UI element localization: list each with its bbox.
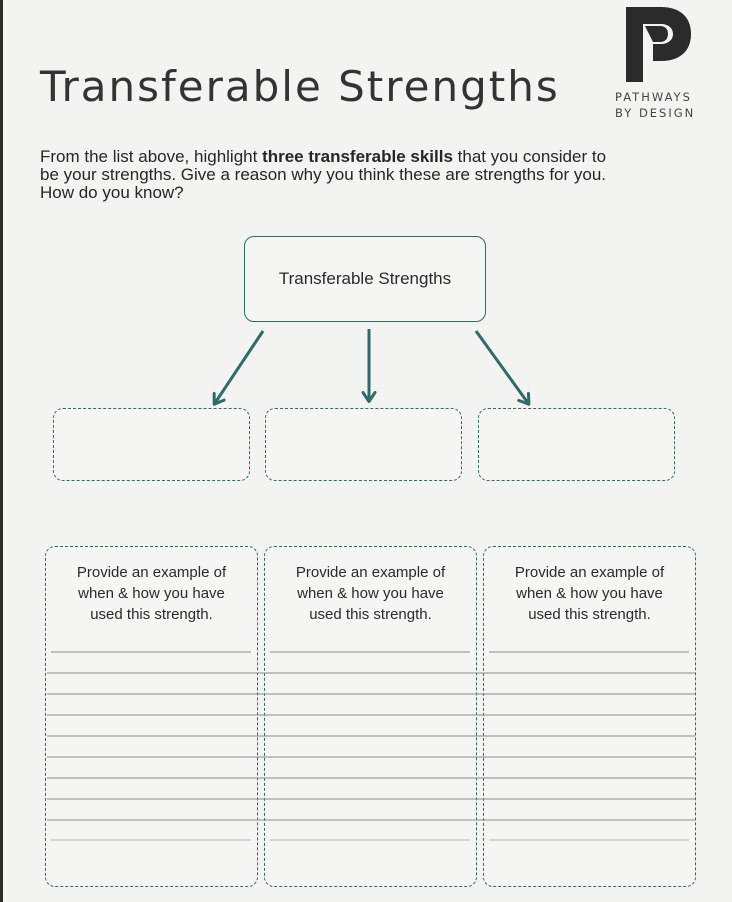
example-prompt-3: Provide an example of when & how you have used this strength.	[514, 564, 665, 623]
logo-line-1: PATHWAYS	[615, 90, 692, 104]
instructions-text-end: that you consider to be your strengths. Give a reason why you think these are strengths for you. How do you know?	[40, 147, 607, 202]
instructions-text-start: From the list above, highlight	[40, 147, 263, 166]
logo-line-2: BY DESIGN	[615, 106, 696, 120]
central-box-label: Transferable Strengths	[278, 269, 452, 288]
writing-lines	[3, 0, 732, 902]
instructions-bold: three transferable skills	[262, 147, 453, 166]
example-prompt-2: Provide an example of when & how you have used this strength.	[295, 564, 446, 623]
example-prompt-1: Provide an example of when & how you have used this strength.	[76, 564, 227, 623]
page-title: Transferable Strengths	[40, 62, 560, 111]
